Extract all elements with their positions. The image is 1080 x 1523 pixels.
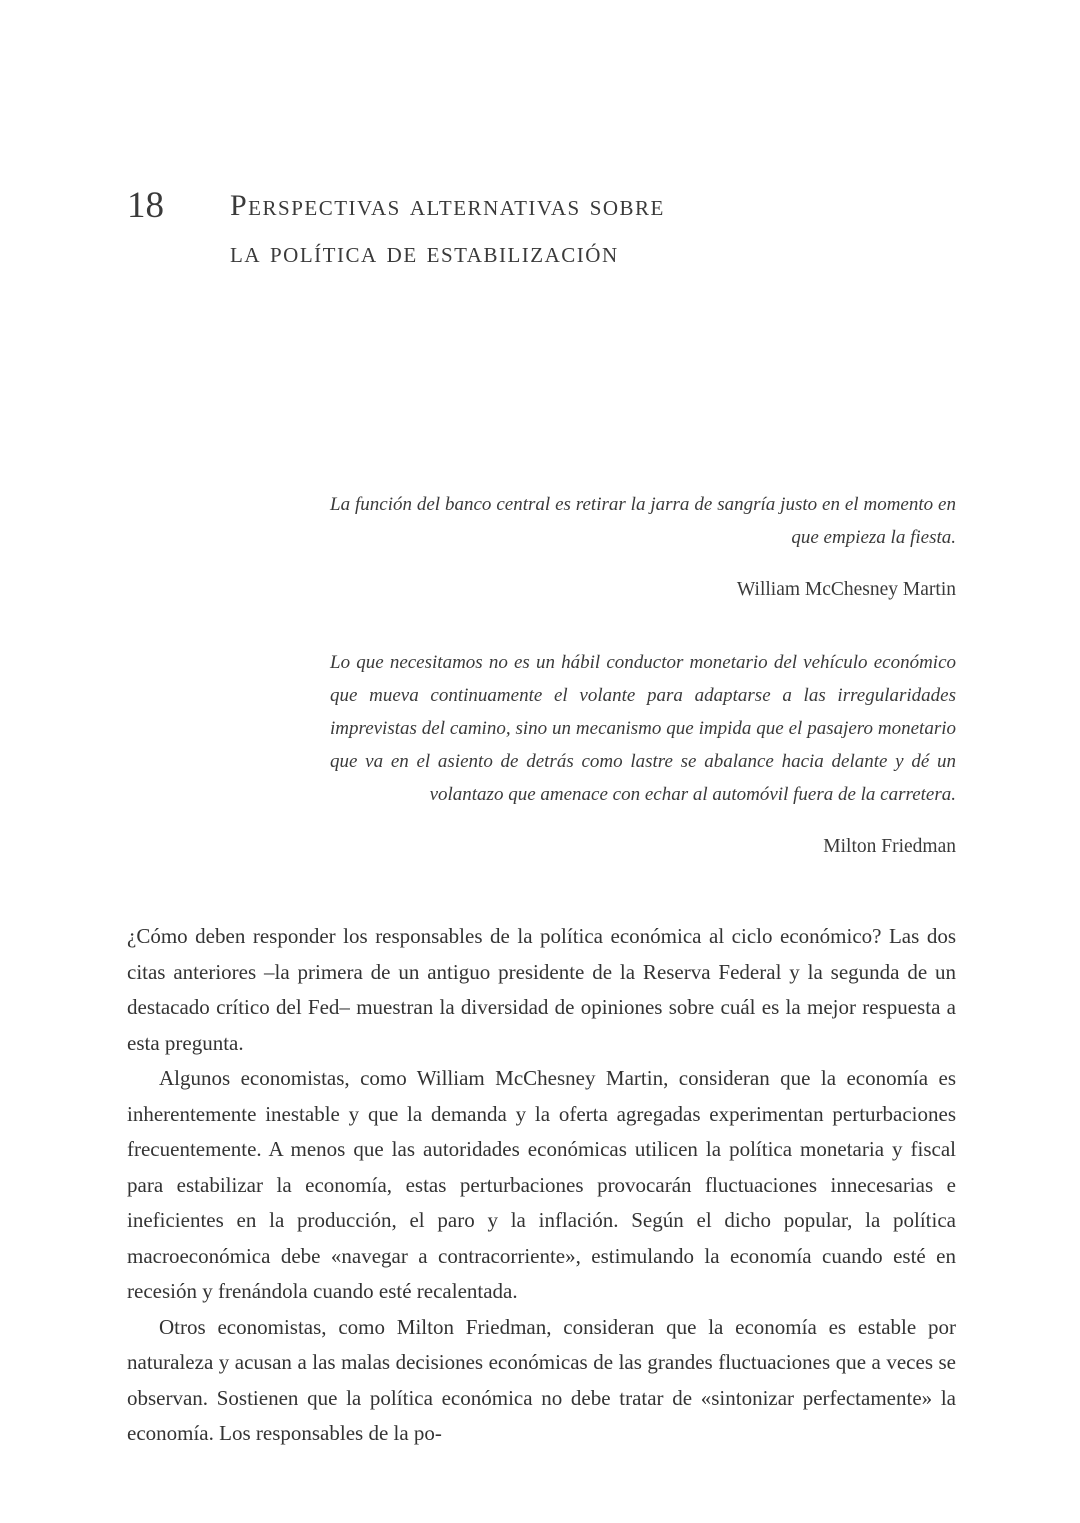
- epigraph-attribution-2: Milton Friedman: [823, 836, 956, 857]
- epigraph-attribution-1: William McChesney Martin: [736, 579, 956, 600]
- epigraph-section: [127, 488, 956, 859]
- chapter-title-line-2: la política de estabilización: [230, 236, 619, 269]
- chapter-title: [230, 182, 665, 276]
- body-text: [127, 919, 956, 1452]
- body-paragraph-3: Otros economistas, como Milton Friedman, consideran que la economía es estable por naturaleza y acusan a las malas decisiones económicas de las grandes fluctuaciones que a veces se observan. Sostienen que la política económica no debe tratar de «sintonizar perfectamente» la economía. Los responsables de la po-: [127, 1314, 956, 1445]
- chapter-title-line-1: Perspectivas alternativas sobre: [230, 189, 665, 222]
- epigraph-quote-1-text: La función del banco central es retirar la jarra de sangría justo en el momento en que empieza la fiesta.: [330, 494, 956, 548]
- epigraph-quote-2-text: Lo que necesitamos no es un hábil conductor monetario del vehículo económico que mueva continuamente el volante para adaptarse a las irregularidades imprevistas del camino, sino un mecanismo que impida que el pasajero monetario que va en el asiento de detrás como lastre se abalance hacia delante y dé un volantazo que amenace con echar al automóvil fuera de la carretera.: [330, 652, 956, 805]
- epigraph-quote-2: [330, 646, 956, 811]
- chapter-heading: [127, 0, 956, 276]
- epigraph-spacer: [127, 602, 956, 646]
- chapter-number: 18: [127, 185, 164, 226]
- body-paragraph-2: Algunos economistas, como William McChesney Martin, consideran que la economía es inherentemente inestable y que la demanda y la oferta agregadas experimentan perturbaciones frecuentemente. A menos que las autoridades económicas utilicen la política monetaria y fiscal para estabilizar la economía, estas perturbaciones provocarán fluctuaciones innecesarias e ineficientes en la producción, el paro y la inflación. Según el dicho popular, la política macroeconómica debe «navegar a contracorriente», estimulando la economía cuando esté en recesión y frenándola cuando esté recalentada.: [127, 1066, 956, 1303]
- epigraph-quote-1: [330, 488, 956, 554]
- body-paragraph-1: ¿Cómo deben responder los responsables de la política económica al ciclo económico? Las dos citas anteriores –la primera de un antiguo presidente de la Reserva Federal y la segunda de un destacado crítico del Fed– muestran la diversidad de opiniones sobre cuál es la mejor respuesta a esta pregunta.: [127, 924, 956, 1055]
